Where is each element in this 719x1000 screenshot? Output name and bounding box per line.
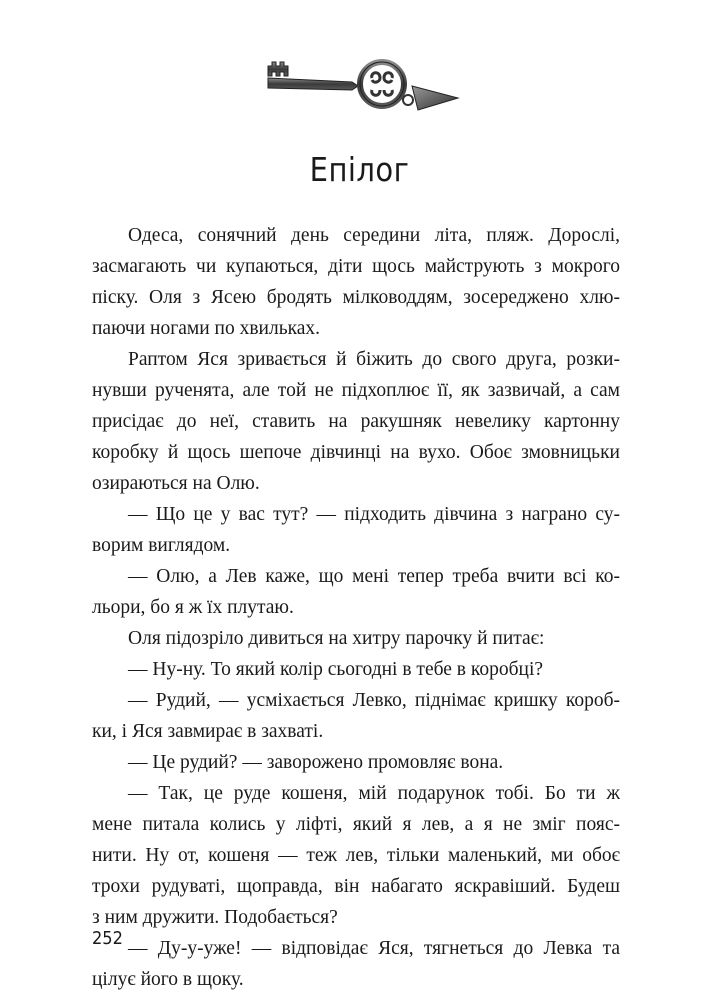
body-text bbox=[92, 220, 620, 995]
text-line: з ним дружити. Подобається? bbox=[92, 907, 338, 928]
text-line: — Ду-у-уже! — відповідає Яся, тягнеться до Левка та bbox=[128, 938, 620, 959]
text-line: піску. Оля з Ясею бродять мілководдям, зосереджено хлю- bbox=[92, 287, 620, 308]
text-line: цілує його в щоку. bbox=[92, 969, 244, 990]
text-line: Оля підозріло дивиться на хитру парочку й питає: bbox=[128, 628, 545, 649]
text-line: присідає до неї, ставить на ракушняк невелику картонну bbox=[92, 411, 620, 432]
chapter-title: Епілог bbox=[309, 150, 410, 189]
text-line: — Олю, а Лев каже, що мені тепер треба вчити всі ко- bbox=[128, 566, 620, 587]
text-line: нувши рученята, але той не підхоплює її, як зазвичай, а сам bbox=[92, 380, 620, 401]
text-line: — Так, це руде кошеня, мій подарунок тобі. Бо ти ж bbox=[128, 783, 620, 804]
text-line: засмагають чи купаються, діти щось майструють з мокрого bbox=[92, 256, 620, 277]
text-line: Раптом Яся зривається й біжить до свого друга, розки- bbox=[128, 349, 620, 370]
key-icon bbox=[262, 52, 462, 118]
page-number: 252 bbox=[92, 928, 123, 949]
text-line: — Ну-ну. То який колір сьогодні в тебе в коробці? bbox=[128, 659, 544, 680]
text-line: паючи ногами по хвильках. bbox=[92, 318, 321, 339]
text-line: трохи рудуваті, щоправда, він набагато яскравіший. Будеш bbox=[92, 876, 620, 897]
text-line: — Що це у вас тут? — підходить дівчина з награно су- bbox=[128, 504, 620, 525]
text-line: нити. Ну от, кошеня — теж лев, тільки маленький, ми обоє bbox=[92, 845, 620, 866]
text-line: льори, бо я ж їх плутаю. bbox=[92, 597, 294, 618]
text-line: коробку й щось шепоче дівчинці на вухо. Обоє змовницьки bbox=[92, 442, 620, 463]
text-line: ки, і Яся завмирає в захваті. bbox=[92, 721, 324, 742]
text-line: Одеса, сонячний день середини літа, пляж. Дорослі, bbox=[128, 225, 620, 246]
text-line: озираються на Олю. bbox=[92, 473, 260, 494]
text-line: мене питала колись у ліфті, який я лев, а я не зміг пояс- bbox=[92, 814, 620, 835]
text-line: — Це рудий? — заворожено промовляє вона. bbox=[128, 752, 504, 773]
text-line: ворим виглядом. bbox=[92, 535, 231, 556]
text-line: — Рудий, — усміхається Левко, піднімає кришку короб- bbox=[128, 690, 620, 711]
